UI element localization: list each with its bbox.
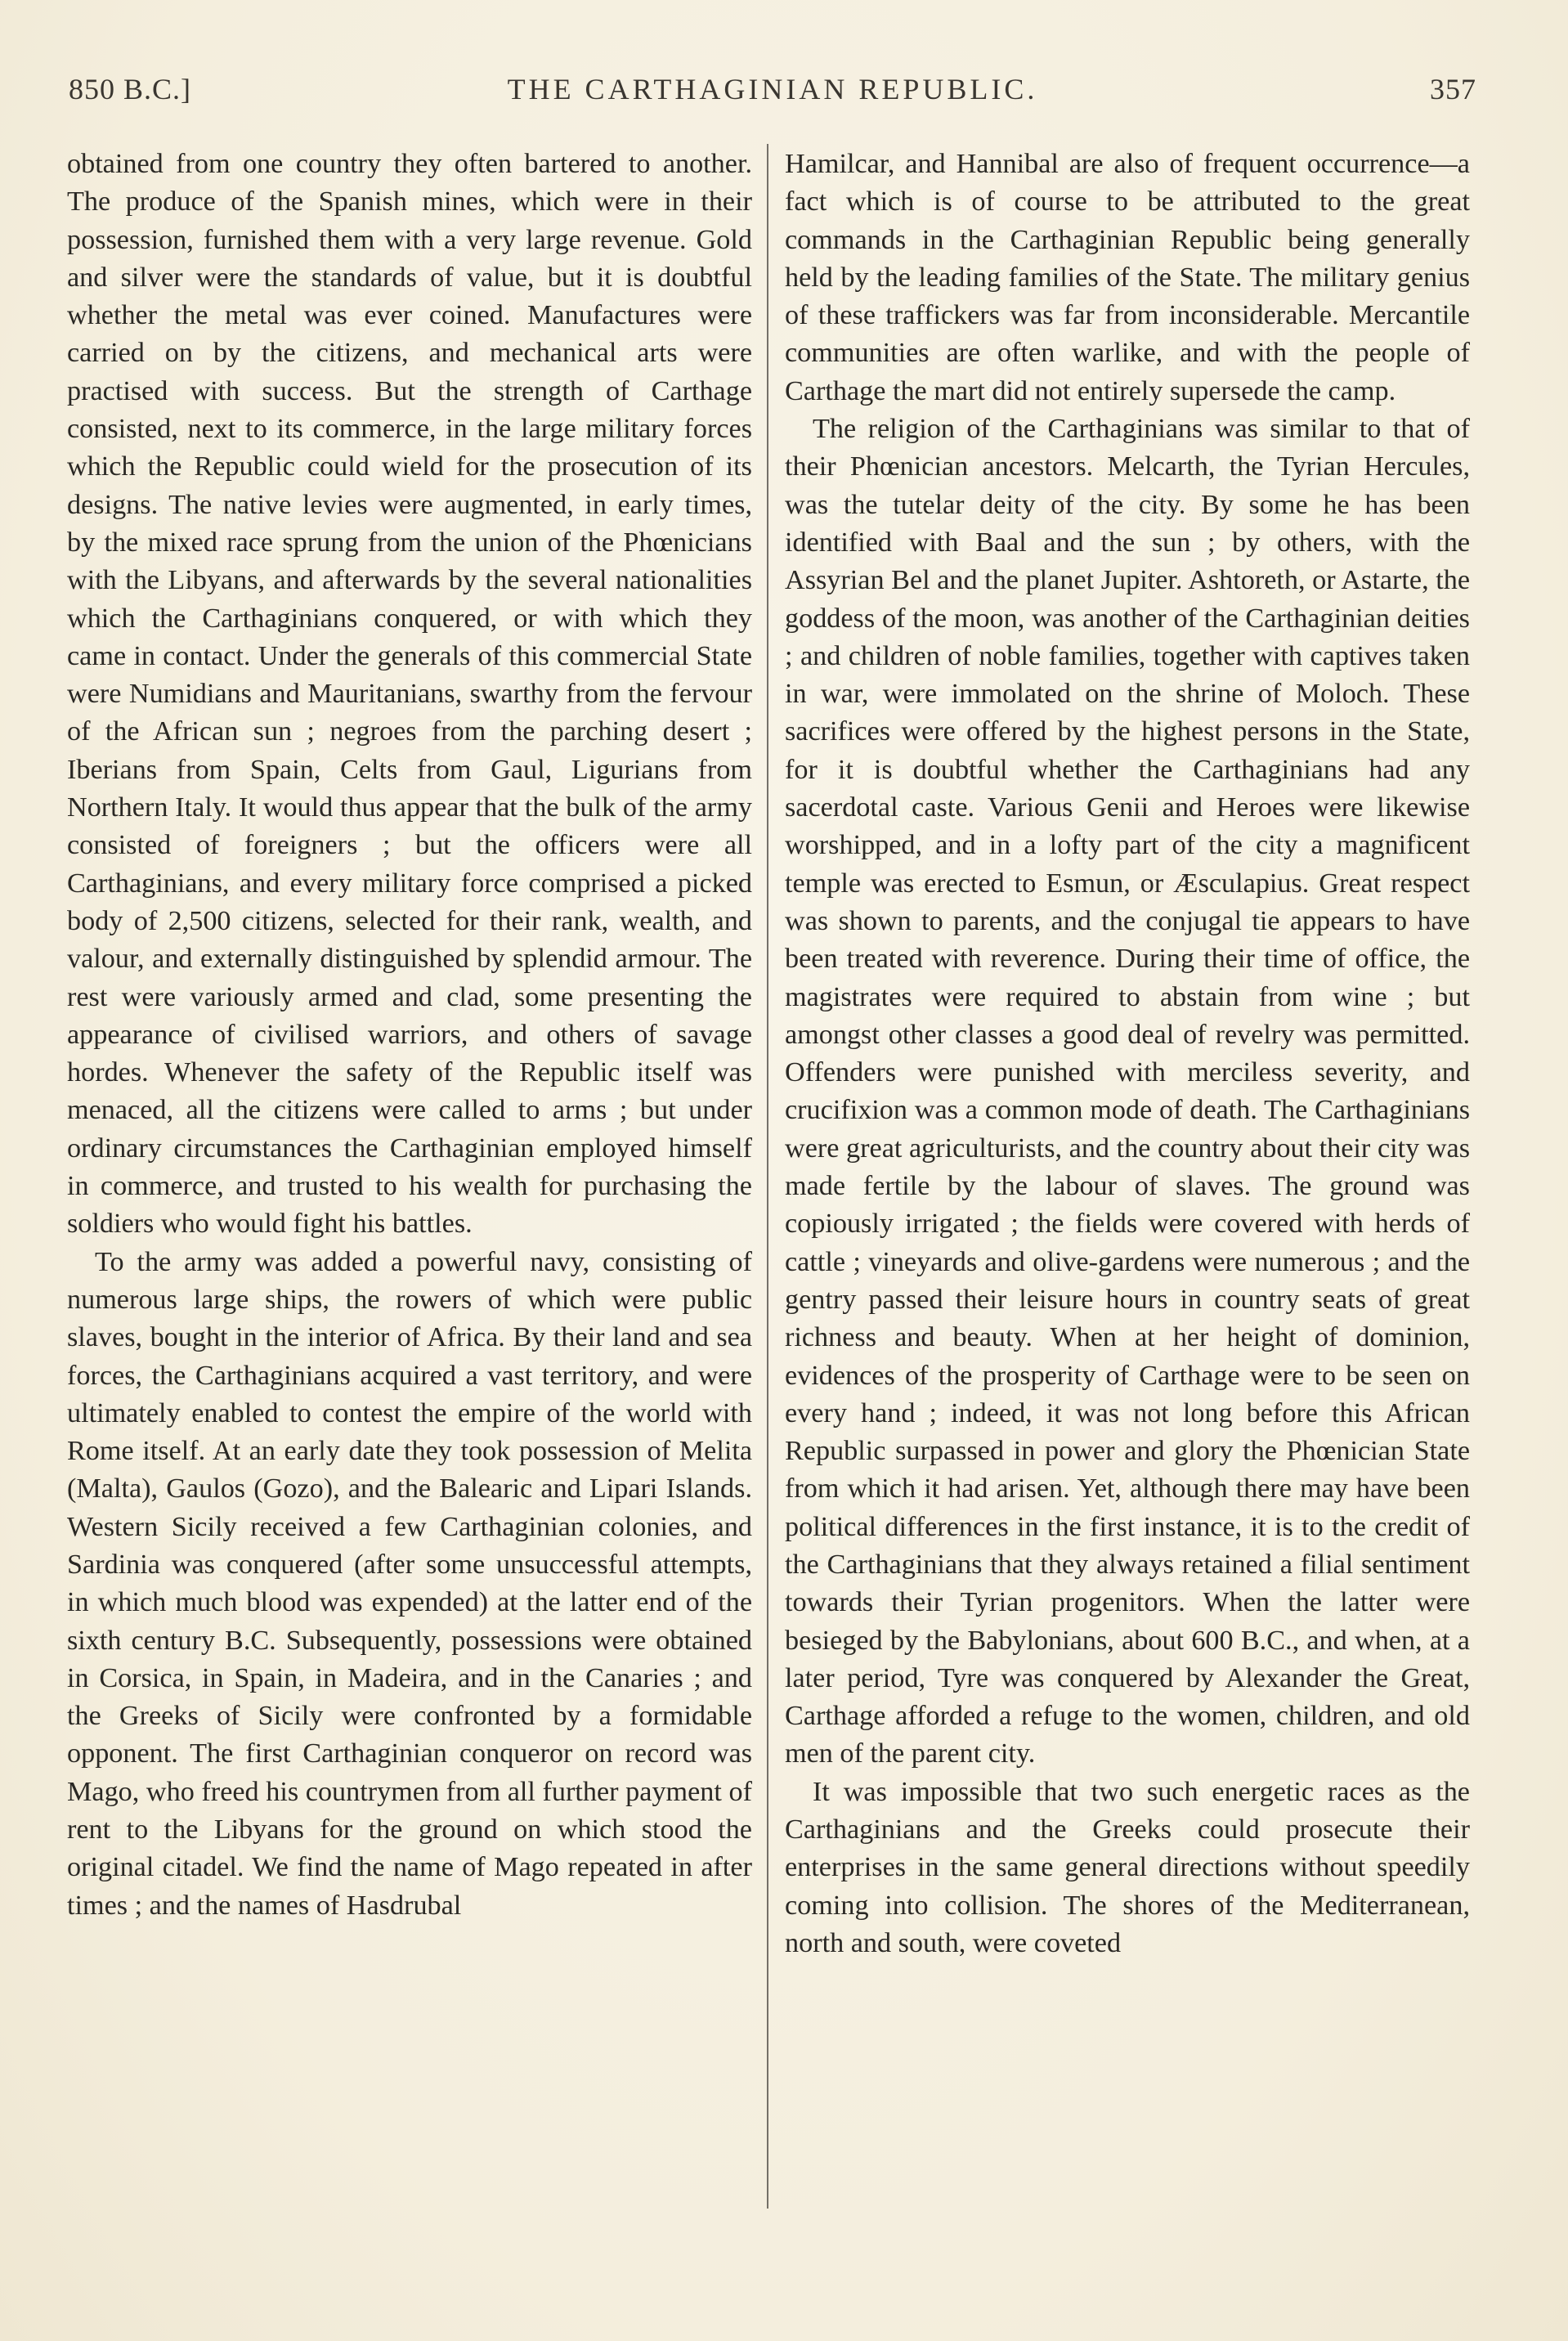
right-paragraph-2: The religion of the Carthaginians was similar to that of their Phœnician ancestors. Melcarth, the Tyrian Hercules, was the tutelar deity of the city. By some he has been identified with Baal and the sun ; by others, with the Assyrian Bel and the planet Jupiter. Ashtoreth, or Astarte, the goddess of the moon, was another of the Carthaginian deities ; and children of noble families, together with captives taken in war, were immolated on the shrine of Moloch. These sacrifices were offered by the highest persons in the State, for it is doubtful whether the Carthaginians had any sacerdotal caste. Various Genii and Heroes were likewise worshipped, and in a lofty part of the city a magnificent temple was erected to Esmun, or Æsculapius. Great respect was shown to parents, and the conjugal tie appears to have been treated with reverence. During their time of office, the magistrates were required to abstain from wine ; but amongst other classes a good deal of revelry was permitted. Offenders were punished with merciless severity, and crucifixion was a common mode of death. The Carthaginians were great agriculturists, and the country about their city was made fertile by the labour of slaves. The ground was copiously irrigated ; the fields were covered with herds of cattle ; vineyards and olive-gardens were numerous ; and the gentry passed their leisure hours in country seats of great richness and beauty. When at her height of dominion, evidences of the prosperity of Carthage were to be seen on every hand ; indeed, it was not long before this African Republic surpassed in power and glory the Phœnician State from which it had arisen. Yet, although there may have been political differences in the first instance, it is to the credit of the Carthaginians that they always retained a filial sentiment towards their Tyrian progenitors. When the latter were besieged by the Babylonians, about 600 B.C., and when, at a later period, Tyre was conquered by Alexander the Great, Carthage afforded a refuge to the women, children, and old men of the parent city. xyxy=(785,414,1470,1769)
page-number: 357 xyxy=(1430,73,1476,105)
right-paragraph-1: Hamilcar, and Hannibal are also of frequent occurrence—a fact which is of course to be attributed to the great commands in the Carthaginian Republic being generally held by the leading families of the State. The military genius of these traffickers was far from inconsiderable. Mercantile communities are often warlike, and with the people of Carthage the mart did not entirely supersede the camp. xyxy=(785,149,1470,406)
left-paragraph-2: To the army was added a powerful navy, consisting of numerous large ships, the rowers of which were public slaves, bought in the interior of Africa. By their land and sea forces, the Carthaginians acquired a vast territory, and were ultimately enabled to contest the empire of the world with Rome itself. At an early date they took possession of Melita (Malta), Gaulos (Gozo), and the Balearic and Lipari Islands. Western Sicily received a few Carthaginian colonies, and Sardinia was conquered (after some unsuccessful attempts, in which much blood was expended) at the latter end of the sixth century B.C. Subsequently, possessions were obtained in Corsica, in Spain, in Madeira, and in the Canaries ; and the Greeks of Sicily were confronted by a formidable opponent. The first Carthaginian conqueror on record was Mago, who freed his countrymen from all further payment of rent to the Libyans for the ground on which stood the original citadel. We find the name of Mago repeated in after times ; and the names of Hasdrubal xyxy=(67,1246,752,1921)
running-title: THE CARTHAGINIAN REPUBLIC. xyxy=(507,73,1038,105)
column-divider xyxy=(767,144,768,2209)
left-column xyxy=(67,146,752,1925)
running-head xyxy=(69,72,1476,121)
left-paragraph-1: obtained from one country they often bartered to another. The produce of the Spanish mines, which were in their possession, furnished them with a very large revenue. Gold and silver were the standards of value, but it is doubtful whether the metal was ever coined. Manufactures were carried on by the citizens, and mechanical arts were practised with success. But the strength of Carthage consisted, next to its commerce, in the large military forces which the Republic could wield for the prosecution of its designs. The native levies were augmented, in early times, by the mixed race sprung from the union of the Phœnicians with the Libyans, and afterwards by the several nationalities which the Carthaginians conquered, or with which they came in contact. Under the generals of this commercial State were Numidians and Mauritanians, swarthy from the fervour of the African sun ; negroes from the parching desert ; Iberians from Spain, Celts from Gaul, Ligurians from Northern Italy. It would thus appear that the bulk of the army consisted of foreigners ; but the officers were all Carthaginians, and every military force comprised a picked body of 2,500 citizens, selected for their rank, wealth, and valour, and externally distinguished by splendid armour. The rest were variously armed and clad, some presenting the appearance of civilised warriors, and others of savage hordes. Whenever the safety of the Republic itself was menaced, all the citizens were called to arms ; but under ordinary circumstances the Carthaginian employed himself in commerce, and trusted to his wealth for purchasing the soldiers who would fight his battles. xyxy=(67,149,752,1240)
right-column xyxy=(785,146,1470,1962)
date-marker: 850 B.C.] xyxy=(69,73,192,105)
right-paragraph-3: It was impossible that two such energetic races as the Carthaginians and the Greeks could prosecute their enterprises in the same general directions without speedily coming into collision. The shores of the Mediterranean, north and south, were coveted xyxy=(785,1776,1470,1958)
